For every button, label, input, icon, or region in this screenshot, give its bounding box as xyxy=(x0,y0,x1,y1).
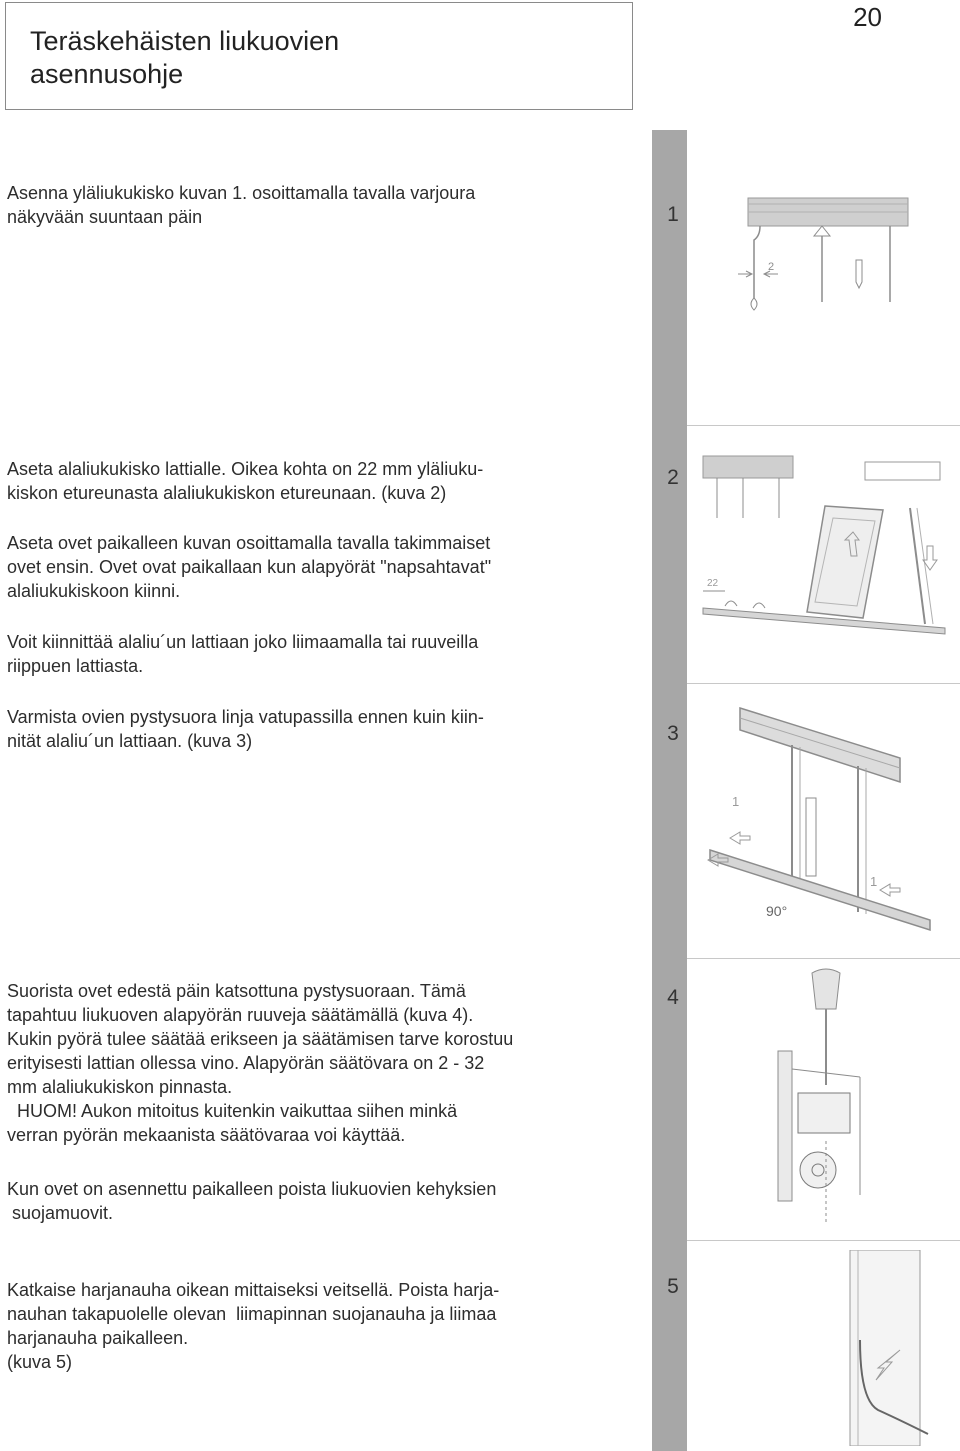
text-line: (kuva 5) xyxy=(7,1352,73,1372)
page-number: 20 xyxy=(853,2,882,32)
step-sidebar xyxy=(652,130,687,1451)
screw-icon xyxy=(856,260,862,288)
separator-4 xyxy=(687,1240,960,1241)
title-line-1: Teräskehäisten liukuovien xyxy=(30,26,340,56)
instruction-step-4 xyxy=(7,979,513,1147)
step-number-1: 1 xyxy=(667,203,679,226)
figure-3-frame-alignment xyxy=(700,700,950,948)
text-line: Katkaise harjanauha oikean mittaiseksi veitsellä. Poista harja- xyxy=(7,1280,500,1300)
text-line: Aseta alaliukukisko lattialle. Oikea kohta on 22 mm yläliuku- xyxy=(7,459,484,479)
hanger-illustration xyxy=(754,226,760,298)
document-title xyxy=(30,25,339,91)
text-line: nität alaliu´un lattiaan. (kuva 3) xyxy=(7,731,253,751)
screwdriver-icon xyxy=(812,969,840,1009)
arrow-icon xyxy=(730,832,750,844)
door-frame-illustration xyxy=(778,1051,792,1201)
upper-track-illustration xyxy=(703,456,793,478)
text-line: Kun ovet on asennettu paikalleen poista liukuovien kehyksien xyxy=(7,1179,497,1199)
text-line: Kukin pyörä tulee säätää erikseen ja säätämisen tarve korostuu xyxy=(7,1029,514,1049)
text-line: Asenna yläliukukisko kuvan 1. osoittamalla tavalla varjoura xyxy=(7,183,476,203)
text-line: ovet ensin. Ovet ovat paikallaan kun alapyörät "napsahtavat" xyxy=(7,557,492,577)
wheel-carriage-illustration xyxy=(798,1093,850,1133)
dimension-label: 2 xyxy=(768,261,775,273)
text-line: suojamuovit. xyxy=(7,1203,114,1223)
instruction-step-2c xyxy=(7,630,478,678)
text-line: mm alaliukukiskon pinnasta. xyxy=(7,1077,233,1097)
title-line-2: asennusohje xyxy=(30,59,184,89)
text-line: tapahtuu liukuoven alapyörän ruuveja säätämällä (kuva 4). xyxy=(7,1005,474,1025)
text-line: Aseta ovet paikalleen kuvan osoittamalla tavalla takimmaiset xyxy=(7,533,491,553)
text-line: nauhan takapuolelle olevan liimapinnan suojanauha ja liimaa xyxy=(7,1304,497,1324)
text-line: verran pyörän mekaanista säätövaraa voi käyttää. xyxy=(7,1125,406,1145)
separator-1 xyxy=(687,425,960,426)
text-line: HUOM! Aukon mitoitus kuitenkin vaikuttaa siihen minkä xyxy=(7,1101,458,1121)
dimension-label: 1 xyxy=(870,874,878,889)
step-number-5: 5 xyxy=(667,1275,679,1298)
text-line: Voit kiinnittää alaliu´un lattiaan joko liimaamalla tai ruuveilla xyxy=(7,632,479,652)
separator-3 xyxy=(687,958,960,959)
step-number-2: 2 xyxy=(667,466,679,489)
text-line: alaliukukiskoon kiinni. xyxy=(7,581,181,601)
instruction-step-1 xyxy=(7,181,475,229)
angle-label: 90° xyxy=(766,903,788,919)
separator-2 xyxy=(687,683,960,684)
instruction-step-2b xyxy=(7,531,491,603)
figure-5-brush-strip xyxy=(700,1250,950,1446)
instruction-step-3 xyxy=(7,705,484,753)
instruction-step-5 xyxy=(7,1278,499,1374)
dimension-label: 22 xyxy=(707,578,719,589)
title-box xyxy=(5,2,633,110)
spirit-level-illustration xyxy=(806,798,816,876)
upper-track-illustration xyxy=(740,708,900,782)
figure-4-wheel-adjustment xyxy=(760,965,900,1230)
text-line: Varmista ovien pystysuora linja vatupassilla ennen kuin kiin- xyxy=(7,707,484,727)
lower-track-illustration xyxy=(710,850,930,930)
step-number-4: 4 xyxy=(667,986,679,1009)
text-line: kiskon etureunasta alaliukukiskon etureunaan. (kuva 2) xyxy=(7,483,447,503)
instruction-step-2a xyxy=(7,457,483,505)
text-line: erityisesti lattian ollessa vino. Alapyörän säätövara on 2 - 32 xyxy=(7,1053,485,1073)
text-line: harjanauha paikalleen. xyxy=(7,1328,189,1348)
dimension-label: 1 xyxy=(732,794,740,809)
wheel-icon xyxy=(800,1152,836,1188)
figure-2-door-placement xyxy=(695,448,950,636)
text-line: riippuen lattiasta. xyxy=(7,656,144,676)
door-panel-illustration xyxy=(807,506,883,618)
arrow-icon xyxy=(880,884,900,896)
text-line: näkyvään suuntaan päin xyxy=(7,207,203,227)
figure-1-upper-track xyxy=(730,190,930,320)
text-line: Suorista ovet edestä päin katsottuna pystysuoraan. Tämä xyxy=(7,981,466,1001)
step-number-3: 3 xyxy=(667,722,679,745)
instruction-step-4b xyxy=(7,1177,496,1225)
